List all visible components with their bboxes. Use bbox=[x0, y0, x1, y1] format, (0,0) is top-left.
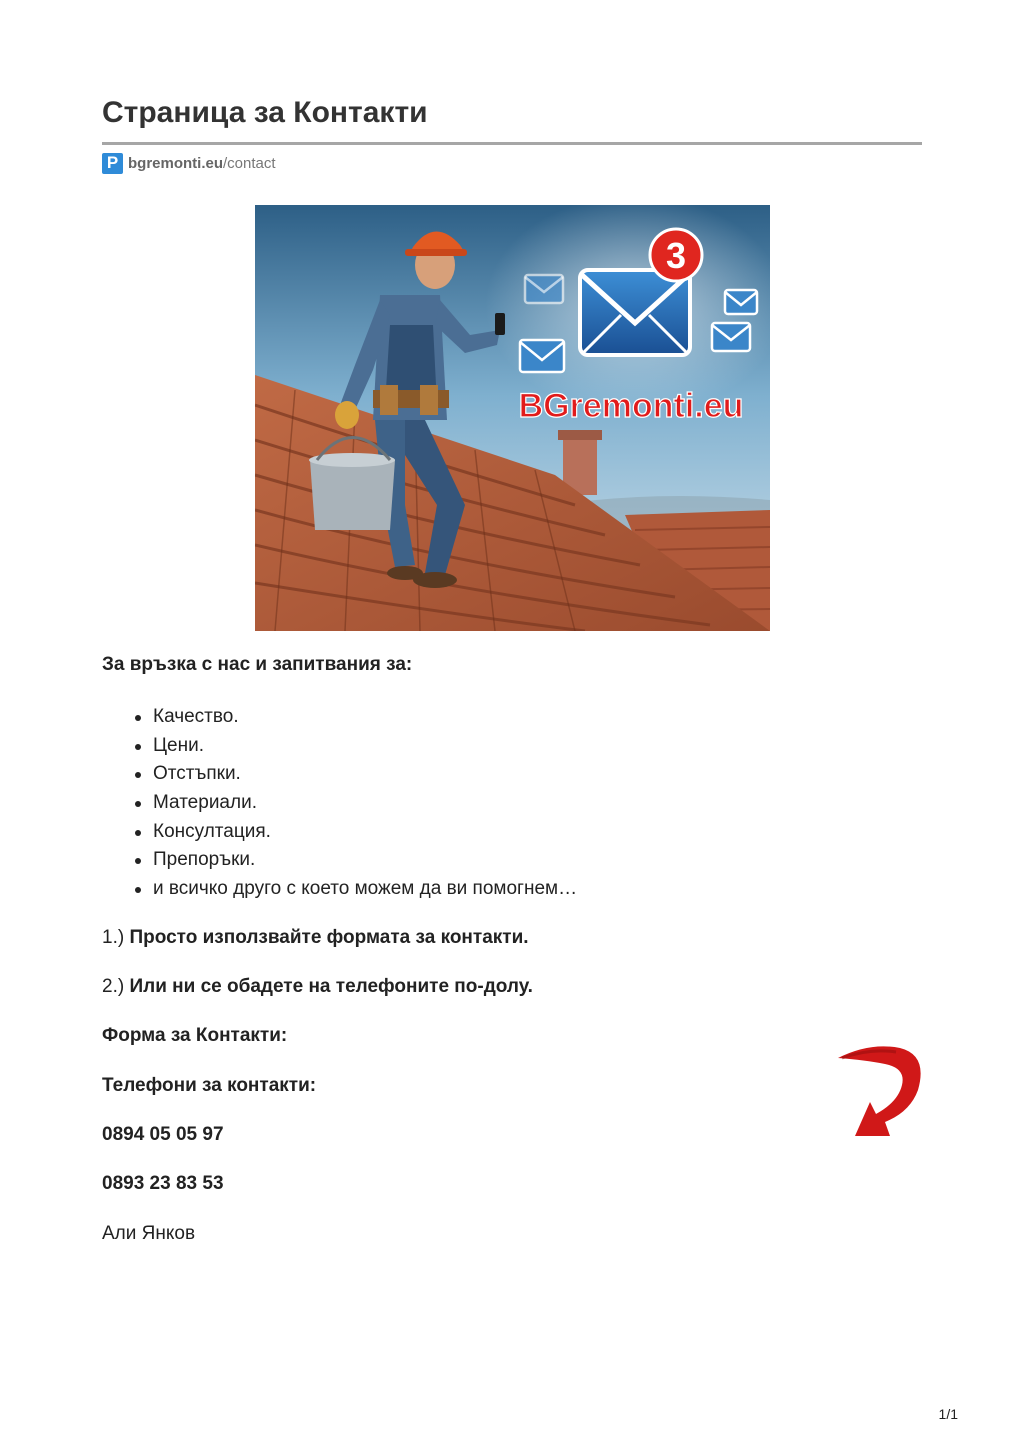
step-text: Или ни се обадете на телефоните по-долу. bbox=[129, 976, 533, 997]
source-domain[interactable]: bgremonti.eu bbox=[128, 154, 224, 172]
topics-list bbox=[153, 703, 577, 904]
intro-heading: За връзка с нас и запитвания за: bbox=[102, 654, 413, 675]
step-two bbox=[102, 976, 533, 998]
list-item: и всичко друго с което можем да ви помогнем… bbox=[153, 875, 577, 904]
list-item: Отстъпки. bbox=[153, 760, 577, 789]
title-divider bbox=[102, 142, 922, 145]
hero-brand-text: BGremonti.eu bbox=[518, 387, 744, 425]
p-badge-icon: P bbox=[102, 153, 123, 174]
list-item: Консултация. bbox=[153, 818, 577, 847]
phone-number[interactable]: 0893 23 83 53 bbox=[102, 1173, 224, 1194]
red-arrow-icon bbox=[830, 1040, 930, 1145]
step-number: 1.) bbox=[102, 927, 125, 948]
signature: Али Янков bbox=[102, 1223, 196, 1244]
list-item: Цени. bbox=[153, 732, 577, 761]
step-one bbox=[102, 927, 529, 949]
list-item: Препоръки. bbox=[153, 846, 577, 875]
source-link[interactable] bbox=[102, 152, 276, 174]
phone-number[interactable]: 0894 05 05 97 bbox=[102, 1124, 224, 1145]
notification-count: 3 bbox=[665, 235, 687, 276]
step-text: Просто използвайте формата за контакти. bbox=[129, 927, 529, 948]
step-number: 2.) bbox=[102, 976, 125, 997]
page-number: 1/1 bbox=[938, 1406, 958, 1422]
contact-form-heading: Форма за Контакти: bbox=[102, 1025, 288, 1046]
page-title: Страница за Контакти bbox=[102, 96, 428, 129]
list-item: Материали. bbox=[153, 789, 577, 818]
hero-image bbox=[255, 205, 770, 631]
list-item: Качество. bbox=[153, 703, 577, 732]
phones-heading: Телефони за контакти: bbox=[102, 1075, 317, 1096]
source-path[interactable]: /contact bbox=[223, 154, 276, 172]
